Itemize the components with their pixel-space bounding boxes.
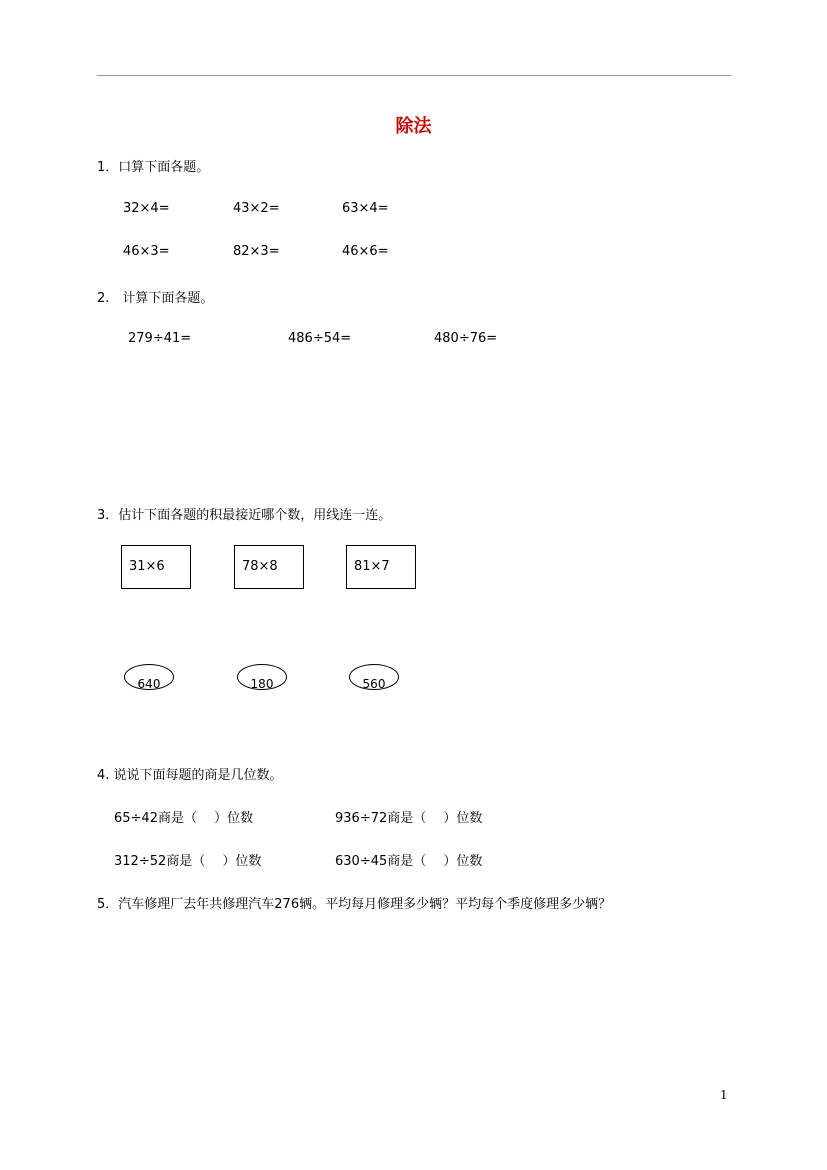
- question-1-heading: 1．口算下面各题。: [97, 160, 210, 175]
- question-3-heading: 3．估计下面各题的积最接近哪个数，用线连一连。: [97, 508, 392, 523]
- q2-item: 480÷76=: [434, 331, 498, 346]
- expression-box-label: 81×7: [354, 559, 390, 574]
- q1-item: 82×3=: [233, 244, 280, 259]
- expression-box-label: 31×6: [129, 559, 165, 574]
- expression-box: [121, 545, 191, 589]
- q4-item: 312÷52商是（ ）位数: [114, 854, 262, 869]
- answer-oval-label: 560: [362, 677, 386, 691]
- answer-oval-label: 640: [137, 677, 161, 691]
- q4-item: 936÷72商是（ ）位数: [335, 811, 483, 826]
- q4-item: 65÷42商是（ ）位数: [114, 811, 254, 826]
- q1-item: 32×4=: [123, 201, 170, 216]
- answer-oval: [237, 664, 287, 690]
- question-2-heading: 2. 计算下面各题。: [97, 291, 214, 306]
- q4-item: 630÷45商是（ ）位数: [335, 854, 483, 869]
- expression-box: [234, 545, 304, 589]
- answer-oval: [349, 664, 399, 690]
- q1-item: 46×6=: [342, 244, 389, 259]
- answer-oval: [124, 664, 174, 690]
- q2-item: 486÷54=: [288, 331, 352, 346]
- page-number: 1: [720, 1088, 728, 1102]
- answer-oval-label: 180: [250, 677, 274, 691]
- q1-item: 46×3=: [123, 244, 170, 259]
- q1-item: 43×2=: [233, 201, 280, 216]
- question-4-heading: 4. 说说下面每题的商是几位数。: [97, 768, 283, 783]
- expression-box: [346, 545, 416, 589]
- expression-box-label: 78×8: [242, 559, 278, 574]
- q1-item: 63×4=: [342, 201, 389, 216]
- q2-item: 279÷41=: [128, 331, 192, 346]
- page-title: 除法: [395, 116, 432, 137]
- question-5-heading: 5．汽车修理厂去年共修理汽车276辆。平均每月修理多少辆？平均每个季度修理多少辆？: [97, 897, 612, 912]
- header-rule: [97, 75, 731, 76]
